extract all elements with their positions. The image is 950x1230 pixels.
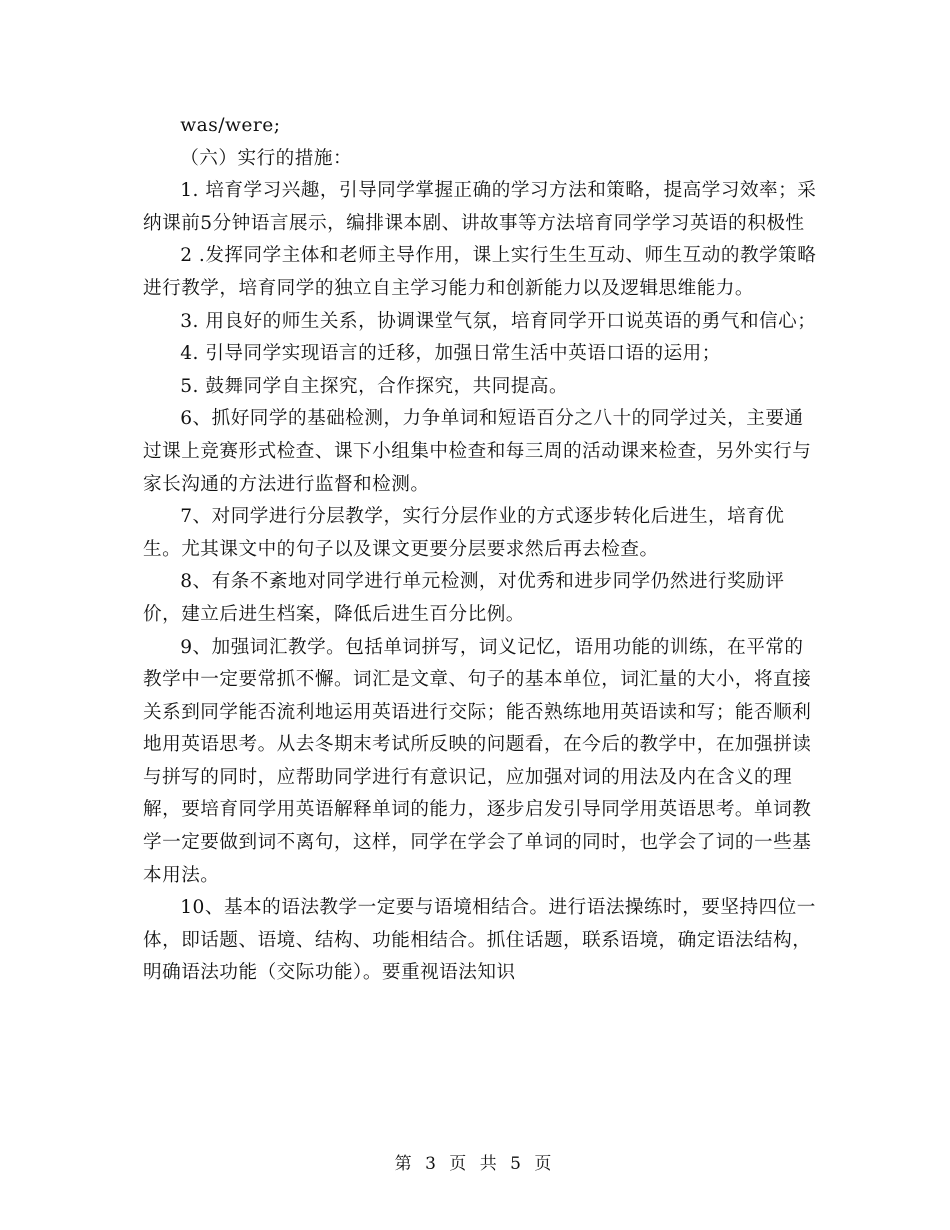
paragraph-measure-4: 4. 引导同学实现语言的迁移，加强日常生活中英语口语的运用； <box>180 343 721 365</box>
paragraph-measure-3: 3. 用良好的师生关系，协调课堂气氛，培育同学开口说英语的勇气和信心； <box>180 310 817 332</box>
paragraph-measure-8: 8、有条不紊地对同学进行单元检测，对优秀和进步同学仍然进行奖励评价，建立后进生档案，降低后进生百分比例。 <box>143 571 785 625</box>
paragraph-measure-10: 10、基本的语法教学一定要与语境相结合。进行语法操练时，要坚持四位一体，即话题、语境、结构、功能相结合。抓住话题，联系语境，确定语法结构，明确语法功能（交际功能）。要重视语法知识 <box>143 897 816 984</box>
paragraph-measure-5: 5. 鼓舞同学自主探究，合作探究，共同提高。 <box>180 375 569 397</box>
paragraph-continuation: was/were; <box>180 115 281 136</box>
page-number-footer: 第 3 页 共 5 页 <box>394 1154 556 1174</box>
paragraph-measure-6: 6、抓好同学的基础检测，力争单词和短语百分之八十的同学过关，主要通过课上竞赛形式检查、课下小组集中检查和每三周的活动课来检查，另外实行与家长沟通的方法进行监督和检测。 <box>143 408 812 495</box>
document-body <box>143 110 819 990</box>
paragraph-measure-9: 9、加强词汇教学。包括单词拼写，词义记忆，语用功能的训练，在平常的教学中一定要常抓不懈。词汇是文章、句子的基本单位，词汇量的大小，将直接关系到同学能否流利地运用英语进行交际；能否熟练地用英语读和写；能否顺利地用英语思考。从去冬期末考试所反映的问题看，在今后的教学中，在加强拼读与拼写的同时，应帮助同学进行有意识记，应加强对词的用法及内在含义的理解，要培育同学用英语解释单词的能力，逐步启发引导同学用英语思考。单词教学一定要做到词不离句，这样，同学在学会了单词的同时，也学会了词的一些基本用法。 <box>143 636 812 886</box>
paragraph-measure-2: 2 .发挥同学主体和老师主导作用，课上实行生生互动、师生互动的教学策略进行教学，培育同学的独立自主学习能力和创新能力以及逻辑思维能力。 <box>143 245 817 299</box>
section-heading: （六）实行的措施： <box>180 147 353 169</box>
paragraph-measure-1: 1. 培育学习兴趣，引导同学掌握正确的学习方法和策略，提高学习效率；采纳课前5分钟语言展示，编排课本剧、讲故事等方法培育同学学习英语的积极性 <box>143 180 817 234</box>
paragraph-measure-7: 7、对同学进行分层教学，实行分层作业的方式逐步转化后进生，培育优生。尤其课文中的句子以及课文更要分层要求然后再去检查。 <box>143 506 785 560</box>
